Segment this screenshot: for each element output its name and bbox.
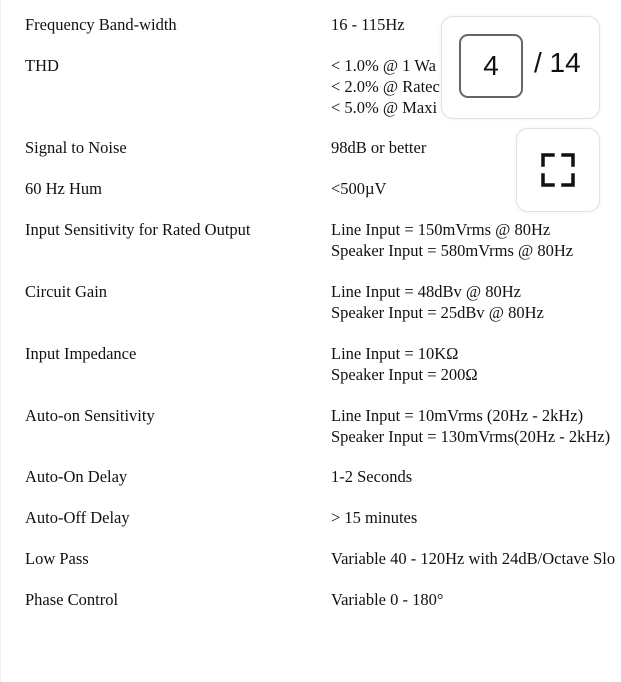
spec-value-line: Speaker Input = 25dBv @ 80Hz bbox=[331, 303, 544, 322]
spec-value bbox=[331, 405, 610, 447]
spec-value bbox=[331, 14, 405, 35]
spec-value-line: 98dB or better bbox=[331, 138, 427, 157]
spec-value bbox=[331, 507, 417, 528]
spec-label: Auto-Off Delay bbox=[25, 508, 130, 527]
spec-value bbox=[331, 178, 386, 199]
spec-label: Low Pass bbox=[25, 549, 89, 568]
page-counter bbox=[441, 16, 600, 119]
spec-value bbox=[331, 55, 440, 118]
page-left-border bbox=[0, 0, 1, 682]
spec-label: Auto-on Sensitivity bbox=[25, 406, 155, 425]
spec-value-line: <500µV bbox=[331, 179, 387, 198]
fullscreen-button[interactable] bbox=[516, 128, 600, 212]
spec-value-line: Line Input = 48dBv @ 80Hz bbox=[331, 282, 521, 301]
fullscreen-icon bbox=[541, 153, 575, 187]
spec-value-line: 16 - 115Hz bbox=[331, 15, 405, 34]
page-number-input[interactable]: 4 bbox=[459, 34, 523, 98]
spec-label: THD bbox=[25, 56, 59, 75]
spec-label: 60 Hz Hum bbox=[25, 179, 102, 198]
spec-value bbox=[331, 281, 544, 323]
spec-value-line: Variable 40 - 120Hz with 24dB/Octave Slo bbox=[331, 549, 616, 568]
spec-value-line: > 15 minutes bbox=[331, 508, 418, 527]
spec-value-line: Line Input = 10KΩ bbox=[331, 344, 459, 363]
spec-label: Phase Control bbox=[25, 590, 119, 609]
page-total: / 14 bbox=[534, 47, 581, 78]
spec-value-line: Line Input = 10mVrms (20Hz - 2kHz) bbox=[331, 406, 584, 425]
spec-value bbox=[331, 589, 443, 610]
spec-label: Auto-On Delay bbox=[25, 467, 128, 486]
spec-value bbox=[331, 548, 615, 569]
spec-value-line: < 2.0% @ Ratec bbox=[331, 77, 440, 96]
spec-value-line: < 5.0% @ Maxi bbox=[331, 98, 438, 117]
spec-label: Frequency Band-width bbox=[25, 15, 177, 34]
spec-value-line: 1-2 Seconds bbox=[331, 467, 413, 486]
spec-value bbox=[331, 343, 478, 385]
spec-value bbox=[331, 466, 412, 487]
spec-value-line: Speaker Input = 130mVrms(20Hz - 2kHz) bbox=[331, 427, 611, 446]
spec-label: Input Impedance bbox=[25, 344, 137, 363]
spec-value bbox=[331, 137, 426, 158]
spec-value-line: Line Input = 150mVrms @ 80Hz bbox=[331, 220, 551, 239]
spec-value-line: Speaker Input = 200Ω bbox=[331, 365, 478, 384]
spec-value bbox=[331, 219, 573, 261]
spec-label: Signal to Noise bbox=[25, 138, 127, 157]
spec-value-line: Speaker Input = 580mVrms @ 80Hz bbox=[331, 241, 574, 260]
spec-value-line: < 1.0% @ 1 Wa bbox=[331, 56, 436, 75]
spec-label: Circuit Gain bbox=[25, 282, 108, 301]
spec-value-line: Variable 0 - 180° bbox=[331, 590, 444, 609]
spec-label: Input Sensitivity for Rated Output bbox=[25, 220, 251, 239]
